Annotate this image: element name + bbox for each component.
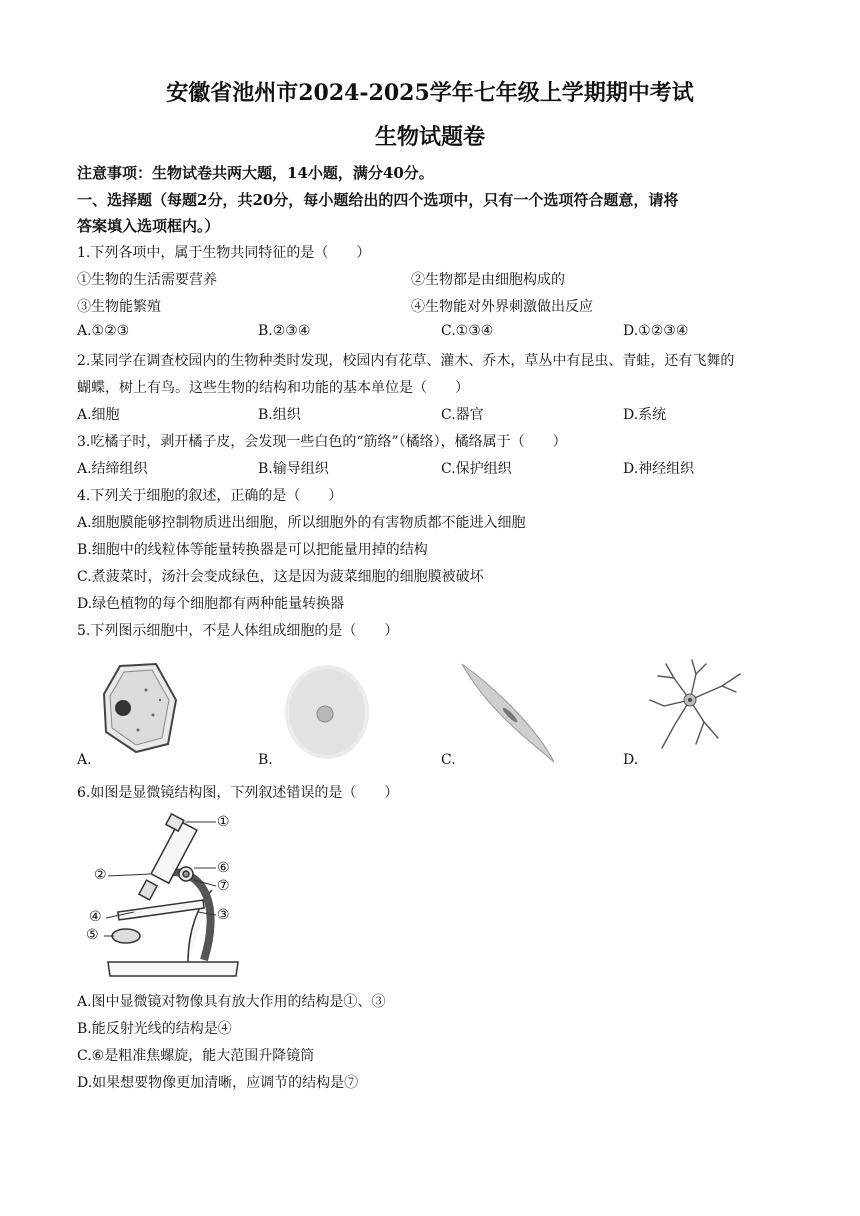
q1-item-2: ②生物都是由细胞构成的 <box>411 272 565 288</box>
q4-option-b: B.细胞中的线粒体等能量转换器是可以把能量用掉的结构 <box>77 542 428 558</box>
q6-marker-6: ⑥ <box>217 860 230 876</box>
q6-marker-2: ② <box>94 867 107 883</box>
q4-option-d: D.绿色植物的每个细胞都有两种能量转换器 <box>77 596 345 612</box>
q5-figure-b <box>282 662 372 762</box>
q3-option-d: D.神经组织 <box>623 461 695 477</box>
q2-option-c: C.器官 <box>441 407 484 423</box>
exam-title: 安徽省池州市2024-2025学年七年级上学期期中考试 <box>166 80 694 106</box>
q6-microscope-figure <box>78 812 248 984</box>
q4-stem: 4.下列关于细胞的叙述，正确的是（ ） <box>77 488 343 504</box>
q2-option-a: A.细胞 <box>77 407 120 423</box>
q6-marker-5: ⑤ <box>86 927 99 943</box>
q5-label-c: C. <box>441 752 456 768</box>
q5-stem: 5.下列图示细胞中，不是人体组成细胞的是（ ） <box>77 623 399 639</box>
q1-item-4: ④生物能对外界刺激做出反应 <box>411 299 593 315</box>
q2-option-d: D.系统 <box>623 407 667 423</box>
q1-option-c: C.①③④ <box>441 323 494 339</box>
q6-option-d: D.如果想要物像更加清晰，应调节的结构是⑦ <box>77 1075 359 1091</box>
q1-option-a: A.①②③ <box>77 323 130 339</box>
q2-stem-line2: 蝴蝶，树上有鸟。这些生物的结构和功能的基本单位是（ ） <box>77 380 469 396</box>
q3-option-a: A.结缔组织 <box>77 461 148 477</box>
section-heading-line1: 一、选择题（每题2分，共20分，每小题给出的四个选项中，只有一个选项符合题意，请将 <box>77 191 679 209</box>
q3-option-b: B.输导组织 <box>258 461 329 477</box>
q6-marker-1: ① <box>217 814 230 830</box>
notice: 注意事项：生物试卷共两大题，14小题，满分40分。 <box>77 164 434 182</box>
q1-item-3: ③生物能繁殖 <box>77 299 161 315</box>
q6-option-b: B.能反射光线的结构是④ <box>77 1021 232 1037</box>
q6-marker-7: ⑦ <box>217 878 230 894</box>
section-heading-line2: 答案填入选项框内。） <box>77 217 220 235</box>
q1-item-1: ①生物的生活需要营养 <box>77 272 217 288</box>
q1-stem: 1.下列各项中，属于生物共同特征的是（ ） <box>77 245 371 261</box>
q5-label-b: B. <box>258 752 273 768</box>
q6-option-c: C.⑥是粗准焦螺旋，能大范围升降镜筒 <box>77 1048 315 1064</box>
q5-figure-c <box>458 660 558 766</box>
q3-option-c: C.保护组织 <box>441 461 512 477</box>
q2-stem-line1: 2.某同学在调查校园内的生物种类时发现，校园内有花草、灌木、乔木，草丛中有昆虫、青蛙，还有飞舞的 <box>77 353 735 369</box>
q1-option-d: D.①②③④ <box>623 323 689 339</box>
q6-marker-4: ④ <box>89 909 102 925</box>
q6-stem: 6.如图是显微镜结构图，下列叙述错误的是（ ） <box>77 785 399 801</box>
q4-option-c: C.煮菠菜时，汤汁会变成绿色，这是因为菠菜细胞的细胞膜被破坏 <box>77 569 484 585</box>
q5-label-a: A. <box>77 752 92 768</box>
q5-label-d: D. <box>623 752 639 768</box>
q6-option-a: A.图中显微镜对物像具有放大作用的结构是①、③ <box>77 994 386 1010</box>
q2-option-b: B.组织 <box>258 407 301 423</box>
q4-option-a: A.细胞膜能够控制物质进出细胞，所以细胞外的有害物质都不能进入细胞 <box>77 515 526 531</box>
q1-option-b: B.②③④ <box>258 323 311 339</box>
q3-stem: 3.吃橘子时，剥开橘子皮，会发现一些白色的“筋络”（橘络），橘络属于（ ） <box>77 434 567 450</box>
q6-marker-3: ③ <box>217 907 230 923</box>
exam-subtitle: 生物试题卷 <box>374 124 485 150</box>
q5-figure-d <box>644 656 748 756</box>
q5-figure-a <box>98 660 183 755</box>
